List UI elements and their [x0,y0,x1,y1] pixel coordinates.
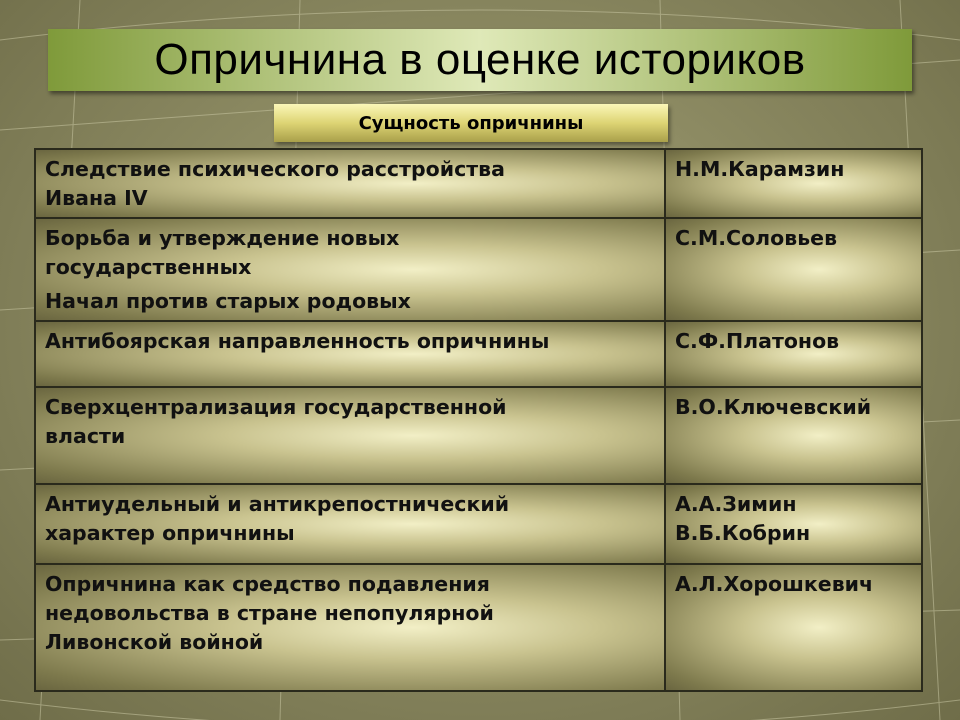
assessment-text: Опричнина как средство подавления [45,572,490,596]
assessment-cell [35,321,665,387]
assessment-text: Ивана IV [45,186,148,210]
historian-cell [665,149,922,218]
assessment-text: государственных [45,255,252,279]
slide-subtitle: Сущность опричнины [358,112,584,134]
assessment-cell [35,218,665,321]
historian-name: Н.М.Карамзин [675,157,845,181]
slide-title: Опричнина в оценке историков [154,35,806,84]
assessment-cell [35,387,665,484]
historian-cell [665,218,922,321]
historian-name: А.А.Зимин [675,492,797,516]
historian-cell [665,564,922,691]
historian-name: А.Л.Хорошкевич [675,572,874,596]
assessment-text: Антиудельный и антикрепостнический [45,492,510,516]
assessment-text: Антибоярская направленность опричнины [45,329,550,353]
assessment-text: власти [45,424,126,448]
table-row [35,149,922,218]
assessment-text: Ливонской войной [45,630,264,654]
historian-name: В.О.Ключевский [675,395,872,419]
assessment-text: Начал против старых родовых [45,289,411,313]
historian-name: С.Ф.Платонов [675,329,840,353]
assessment-cell [35,484,665,564]
table-row [35,484,922,564]
assessment-text: характер опричнины [45,521,295,545]
title-banner [48,29,912,91]
assessment-cell [35,149,665,218]
assessment-text: Борьба и утверждение новых [45,226,400,250]
historians-table [34,148,923,692]
historian-name: С.М.Соловьев [675,226,838,250]
historian-cell [665,321,922,387]
assessment-cell [35,564,665,691]
assessment-text: недовольства в стране непопулярной [45,601,494,625]
assessment-text: Сверхцентрализация государственной [45,395,507,419]
table-row [35,387,922,484]
table-row [35,218,922,321]
historian-name: В.Б.Кобрин [675,521,811,545]
historian-cell [665,484,922,564]
assessment-text: Следствие психического расстройства [45,157,505,181]
table-row [35,564,922,691]
subtitle-banner [274,104,668,142]
historian-cell [665,387,922,484]
table-row [35,321,922,387]
